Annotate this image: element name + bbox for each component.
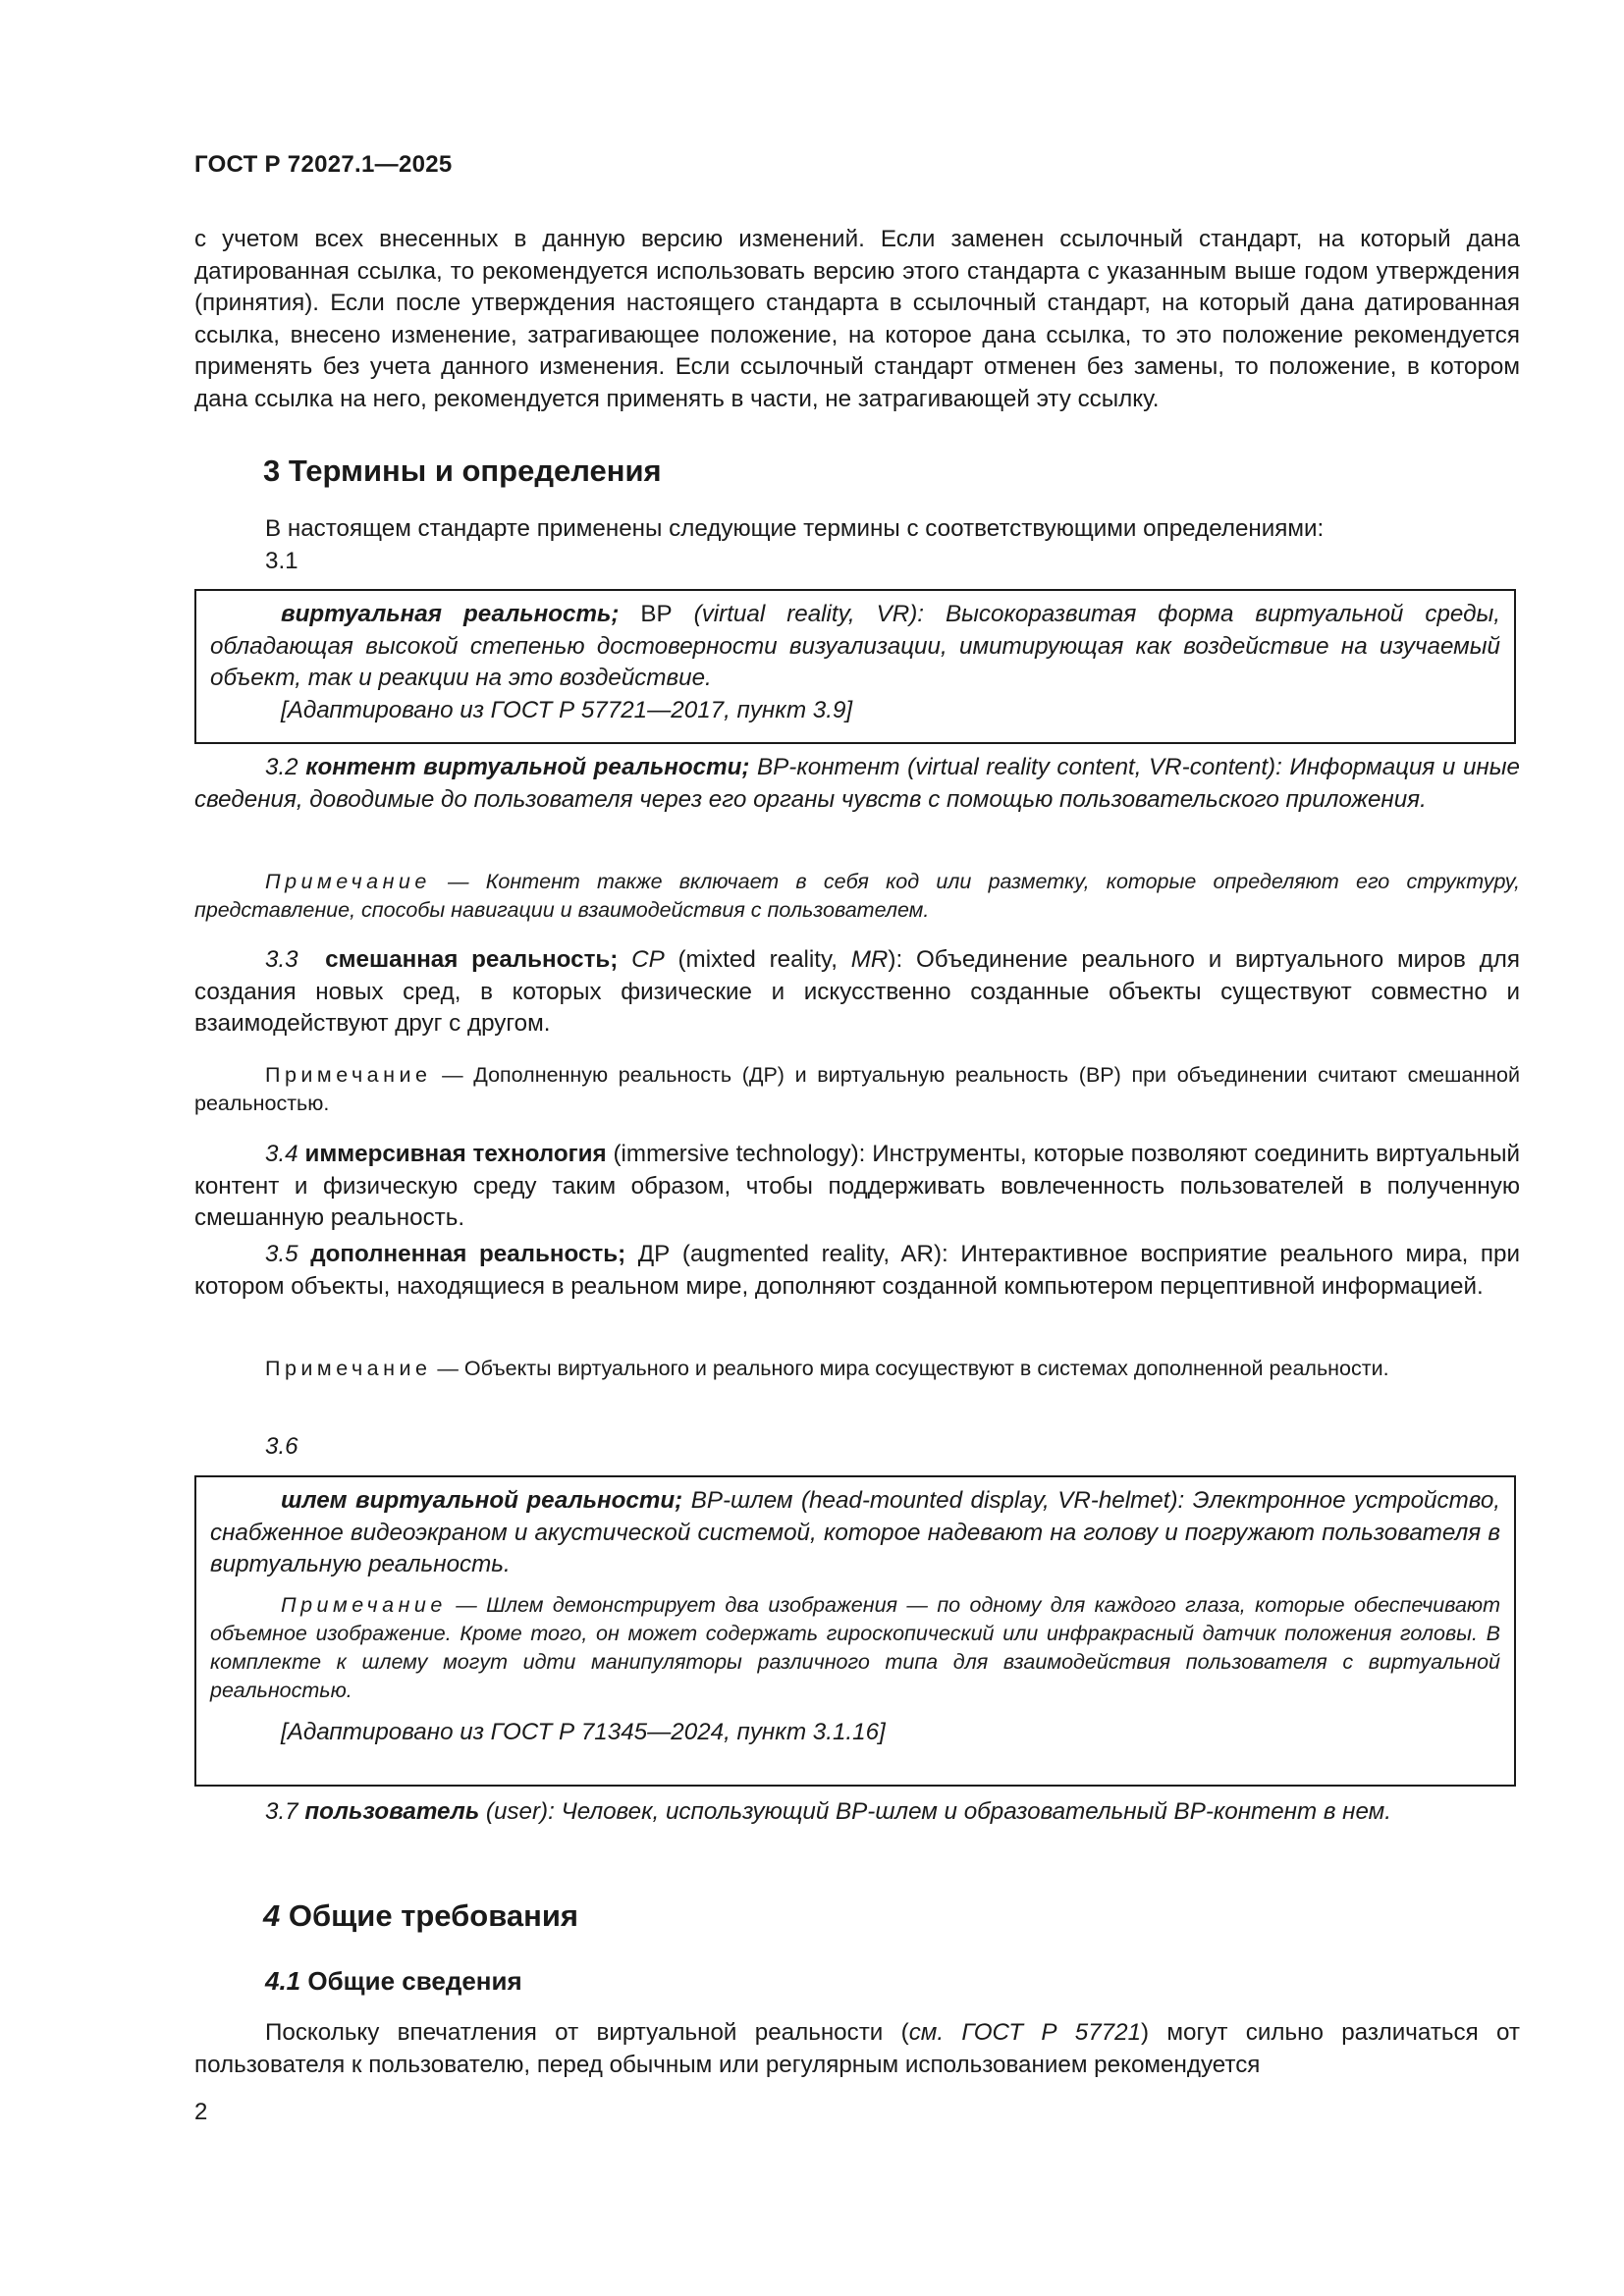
term-3-1-definition bbox=[210, 599, 1500, 695]
section-4-title bbox=[263, 1898, 578, 1934]
term-3-3-note bbox=[194, 1061, 1520, 1118]
section-4-1-para-start: Поскольку впечатления от виртуальной реальности ( bbox=[265, 2019, 909, 2046]
term-3-2-note bbox=[194, 868, 1520, 925]
document-header-id: ГОСТ Р 72027.1—2025 bbox=[194, 151, 453, 178]
term-3-1-english: (virtual reality, VR) bbox=[693, 601, 918, 627]
term-3-4-definition bbox=[194, 1139, 1520, 1235]
term-3-3-definition bbox=[194, 944, 1520, 1041]
term-3-7-term: пользователь bbox=[304, 1798, 480, 1825]
term-3-5-term: дополненная реальность; bbox=[310, 1241, 626, 1267]
section-4-1-para-ref: см. ГОСТ Р 57721 bbox=[908, 2019, 1142, 2046]
term-3-3-english-open: (mixted reality, bbox=[664, 946, 851, 973]
term-3-5-note bbox=[194, 1355, 1520, 1383]
term-3-3-text: ): Объединение реального и виртуального миров для создания новых сред, в которых физические и искусственно созданные объекты существуют совместно и взаимодействуют друг с другом. bbox=[194, 946, 1520, 1037]
term-3-1-text: : Высокоразвитая форма виртуальной среды, обладающая высокой степенью достоверности визуализации, имитирующая как воздействие на изучаемый объект, так и реакции на это воздействие. bbox=[210, 601, 1500, 691]
term-3-6-note-label: Примечание bbox=[281, 1592, 447, 1617]
term-3-5-number: 3.5 bbox=[265, 1241, 298, 1267]
term-3-6-term: шлем виртуальной реальности; bbox=[281, 1487, 683, 1514]
term-3-5-note-text: — Объекты виртуального и реального мира сосуществуют в системах дополненной реальности. bbox=[431, 1357, 1389, 1380]
term-3-3-note-label: Примечание bbox=[265, 1063, 432, 1087]
page-number: 2 bbox=[194, 2099, 208, 2125]
term-3-2-definition bbox=[194, 752, 1520, 816]
term-3-3-term: смешанная реальность; bbox=[325, 946, 619, 973]
term-3-7-text: (user): Человек, использующий ВР-шлем и образовательный ВР-контент в нем. bbox=[479, 1798, 1391, 1825]
term-3-5-text: ДР (augmented reality, AR): Интерактивное восприятие реального мира, при котором объекты, находящиеся в реальном мире, дополняют созданной компьютером перцептивной информацией. bbox=[194, 1241, 1520, 1300]
term-3-7-number: 3.7 bbox=[265, 1798, 305, 1825]
section-3-intro: В настоящем стандарте применены следующие термины с соответствующими определениями: bbox=[265, 515, 1325, 542]
term-3-6-note-text: — Шлем демонстрирует два изображения — по одному для каждого глаза, которые обеспечивают объемное изображение. Кроме того, он может содержать гироскопический или инфракрасный датчик положения головы. В комплекте к шлему могут идти манипуляторы различного типа для взаимодействия пользователя с виртуальной реальностью. bbox=[210, 1592, 1500, 1702]
intro-paragraph: с учетом всех внесенных в данную версию изменений. Если заменен ссылочный стандарт, на который дана датированная ссылка, то рекомендуется использовать версию этого стандарта с указанным выше годом утверждения (принятия). Если после утверждения настоящего стандарта в ссылочный стандарт, на который дана датированная ссылка, внесено изменение, затрагивающее положение, на которое дана ссылка, то это положение рекомендуется применять без учета данного изменения. Если ссылочный стандарт отменен без замены, то положение, в котором дана ссылка на него, рекомендуется применять в части, не затрагивающей эту ссылку. bbox=[194, 226, 1520, 412]
section-4-1-paragraph bbox=[194, 2017, 1520, 2081]
term-3-1-box bbox=[194, 589, 1516, 744]
term-3-4-term: иммерсивная технология bbox=[304, 1141, 607, 1167]
subsection-4-1-number: 4.1 bbox=[265, 1966, 301, 1996]
subsection-4-1-title-text: Общие сведения bbox=[300, 1966, 522, 1996]
term-3-3-number: 3.3 bbox=[265, 946, 298, 973]
term-3-2-note-label: Примечание bbox=[265, 870, 431, 893]
section-4-number: 4 bbox=[263, 1898, 281, 1933]
term-3-1-abbr: ВР bbox=[619, 601, 694, 627]
term-3-1-term: виртуальная реальность; bbox=[281, 601, 620, 627]
term-3-2-text: ВР-контент (virtual reality content, VR-content): Информация и иные сведения, доводимые до пользователя через его органы чувств с помощью пользовательского приложения. bbox=[194, 754, 1520, 813]
term-3-6-note bbox=[210, 1591, 1500, 1705]
term-3-6-number: 3.6 bbox=[265, 1433, 298, 1460]
term-3-1-number: 3.1 bbox=[265, 548, 298, 574]
term-3-7-definition bbox=[194, 1796, 1520, 1829]
term-3-6-box bbox=[194, 1475, 1516, 1787]
term-3-1-source: [Адаптировано из ГОСТ Р 57721—2017, пункт 3.9] bbox=[281, 696, 853, 723]
section-3-title: 3 Термины и определения bbox=[263, 454, 662, 488]
term-3-6-source: [Адаптировано из ГОСТ Р 71345—2024, пункт 3.1.16] bbox=[281, 1718, 886, 1745]
term-3-6-text: ВР-шлем (head-mounted display, VR-helmet): Электронное устройство, снабженное видеоэкраном и акустической системой, которое надевают на голову и погружают пользователя в виртуальную реальность. bbox=[210, 1487, 1500, 1577]
term-3-3-abbr: СР bbox=[631, 946, 665, 973]
term-3-2-number: 3.2 bbox=[265, 754, 306, 780]
subsection-4-1-title bbox=[265, 1966, 522, 1997]
term-3-5-definition bbox=[194, 1239, 1520, 1303]
term-3-5-note-label: Примечание bbox=[265, 1357, 432, 1380]
term-3-3-note-text: — Дополненную реальность (ДР) и виртуальную реальность (ВР) при объединении считают смешанной реальностью. bbox=[194, 1063, 1520, 1115]
term-3-4-number: 3.4 bbox=[265, 1141, 298, 1167]
term-3-2-note-text: — Контент также включает в себя код или разметку, которые определяют его структуру, представление, способы навигации и взаимодействия с пользователем. bbox=[194, 870, 1520, 922]
term-3-4-text: (immersive technology): Инструменты, которые позволяют соединить виртуальный контент и физическую среду таким образом, чтобы поддерживать вовлеченность пользователей в полученную смешанную реальность. bbox=[194, 1141, 1520, 1231]
section-4-title-text: Общие требования bbox=[280, 1898, 578, 1933]
term-3-3-english-abbr: MR bbox=[850, 946, 889, 973]
term-3-2-term: контент виртуальной реальности; bbox=[305, 754, 750, 780]
term-3-6-definition bbox=[210, 1485, 1500, 1581]
section-4-1-para-end: ) могут сильно различаться от пользователя к пользователю, перед обычным или регулярным использованием рекомендуется bbox=[194, 2019, 1521, 2078]
